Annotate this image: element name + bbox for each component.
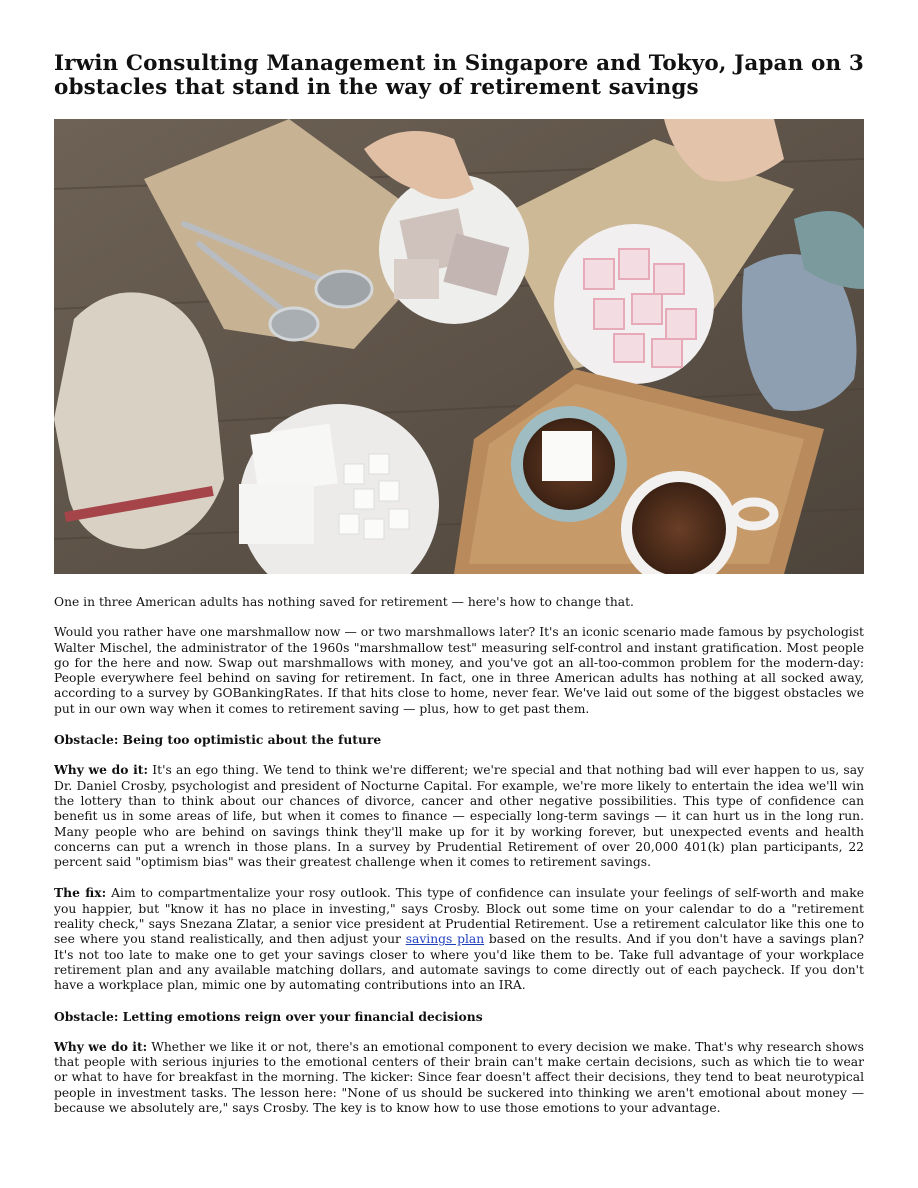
bowl-pink [554,224,714,384]
fix-label: The fix: [54,885,107,901]
why-label: Why we do it: [54,1038,148,1054]
article-intro: Would you rather have one marshmallow now — or two marshmallows later? It's an iconic scenario made famous by psychologist Walter Mischel, the administrator of the 1960s "marshmallow test" measuring self-control and instant gratification. Most people go for the here and now. Swap out marshmallows with money, and you've got an all-too-common problem for the modern-day: People everywhere feel behind on saving for retirement. In fact, one in three American adults has nothing at all socked away, according to a survey by GOBankingRates. If that hits close to home, never fear. We've laid out some of the biggest obstacles we put in our own way when it comes to retirement saving — plus, how to get past them. [54,625,864,716]
obstacle-1-heading: Obstacle: Being too optimistic about the future [54,732,382,748]
hero-photo [54,119,864,574]
obstacle-2-why [54,1039,864,1116]
savings-plan-link[interactable]: savings plan [405,932,485,947]
article-title: Irwin Consulting Management in Singapore and Tokyo, Japan on 3 obstacles that stand in the way of retirement savings [54,51,864,100]
article [54,52,864,1116]
article-subtitle: One in three American adults has nothing saved for retirement — here's how to change that. [54,595,634,609]
obstacle-1-why [54,762,864,870]
fix-text-after: based on the results. And if you don't have a savings plan? It's not too late to make one to get your savings closer to where you'd like them to be. Take full advantage of your workplace retirement plan and any available matching dollars, and automate savings to come directly out of each paycheck. If you don't have a workplace plan, mimic one by automating contributions into an IRA. [54,932,864,993]
why-text: It's an ego thing. We tend to think we're different; we're special and that nothing bad will ever happen to us, say Dr. Daniel Crosby, psychologist and president of Nocturne Capital. For example, we're more likely to entertain the idea we'll win the lottery than to think about our chances of divorce, cancer and other negative possibilities. This type of confidence can benefit us in some areas of life, but when it comes to finance — especially long-term savings — it can hurt us in the long run. Many people who are behind on savings think they'll make up for it by working forever, but unexpected events and health concerns can put a wrench in those plans. In a survey by Prudential Retirement of over 20,000 401(k) plan participants, 22 percent said "optimism bias" was their greatest challenge when it comes to retirement savings. [54,763,864,870]
why-label: Why we do it: [54,762,148,778]
why-text: Whether we like it or not, there's an emotional component to every decision we make. That's why research shows that people with serious injuries to the emotional centers of their brain can't make certain decisions, such as which tie to wear or what to have for breakfast in the morning. The kicker: Since fear doesn't affect their decisions, they tend to beat neurotypical people in investment tasks. The lesson here: "None of us should be suckered into thinking we aren't emotional about money — because we absolutely are," says Crosby. The key is to know how to use those emotions to your advantage. [54,1039,864,1116]
obstacle-2-heading: Obstacle: Letting emotions reign over your financial decisions [54,1008,483,1024]
obstacle-1-fix [54,885,864,993]
fix-text-before: Aim to compartmentalize your rosy outlook. This type of confidence can insulate your feelings of self-worth and make you happier, but "know it has no place in investing," says Crosby. Block out some time on your calendar to do a "retirement reality check," says Snezana Zlatar, a senior vice president at Prudential Retirement. Use a retirement calculator like this one to see where you stand realistically, and then adjust your [54,886,864,947]
